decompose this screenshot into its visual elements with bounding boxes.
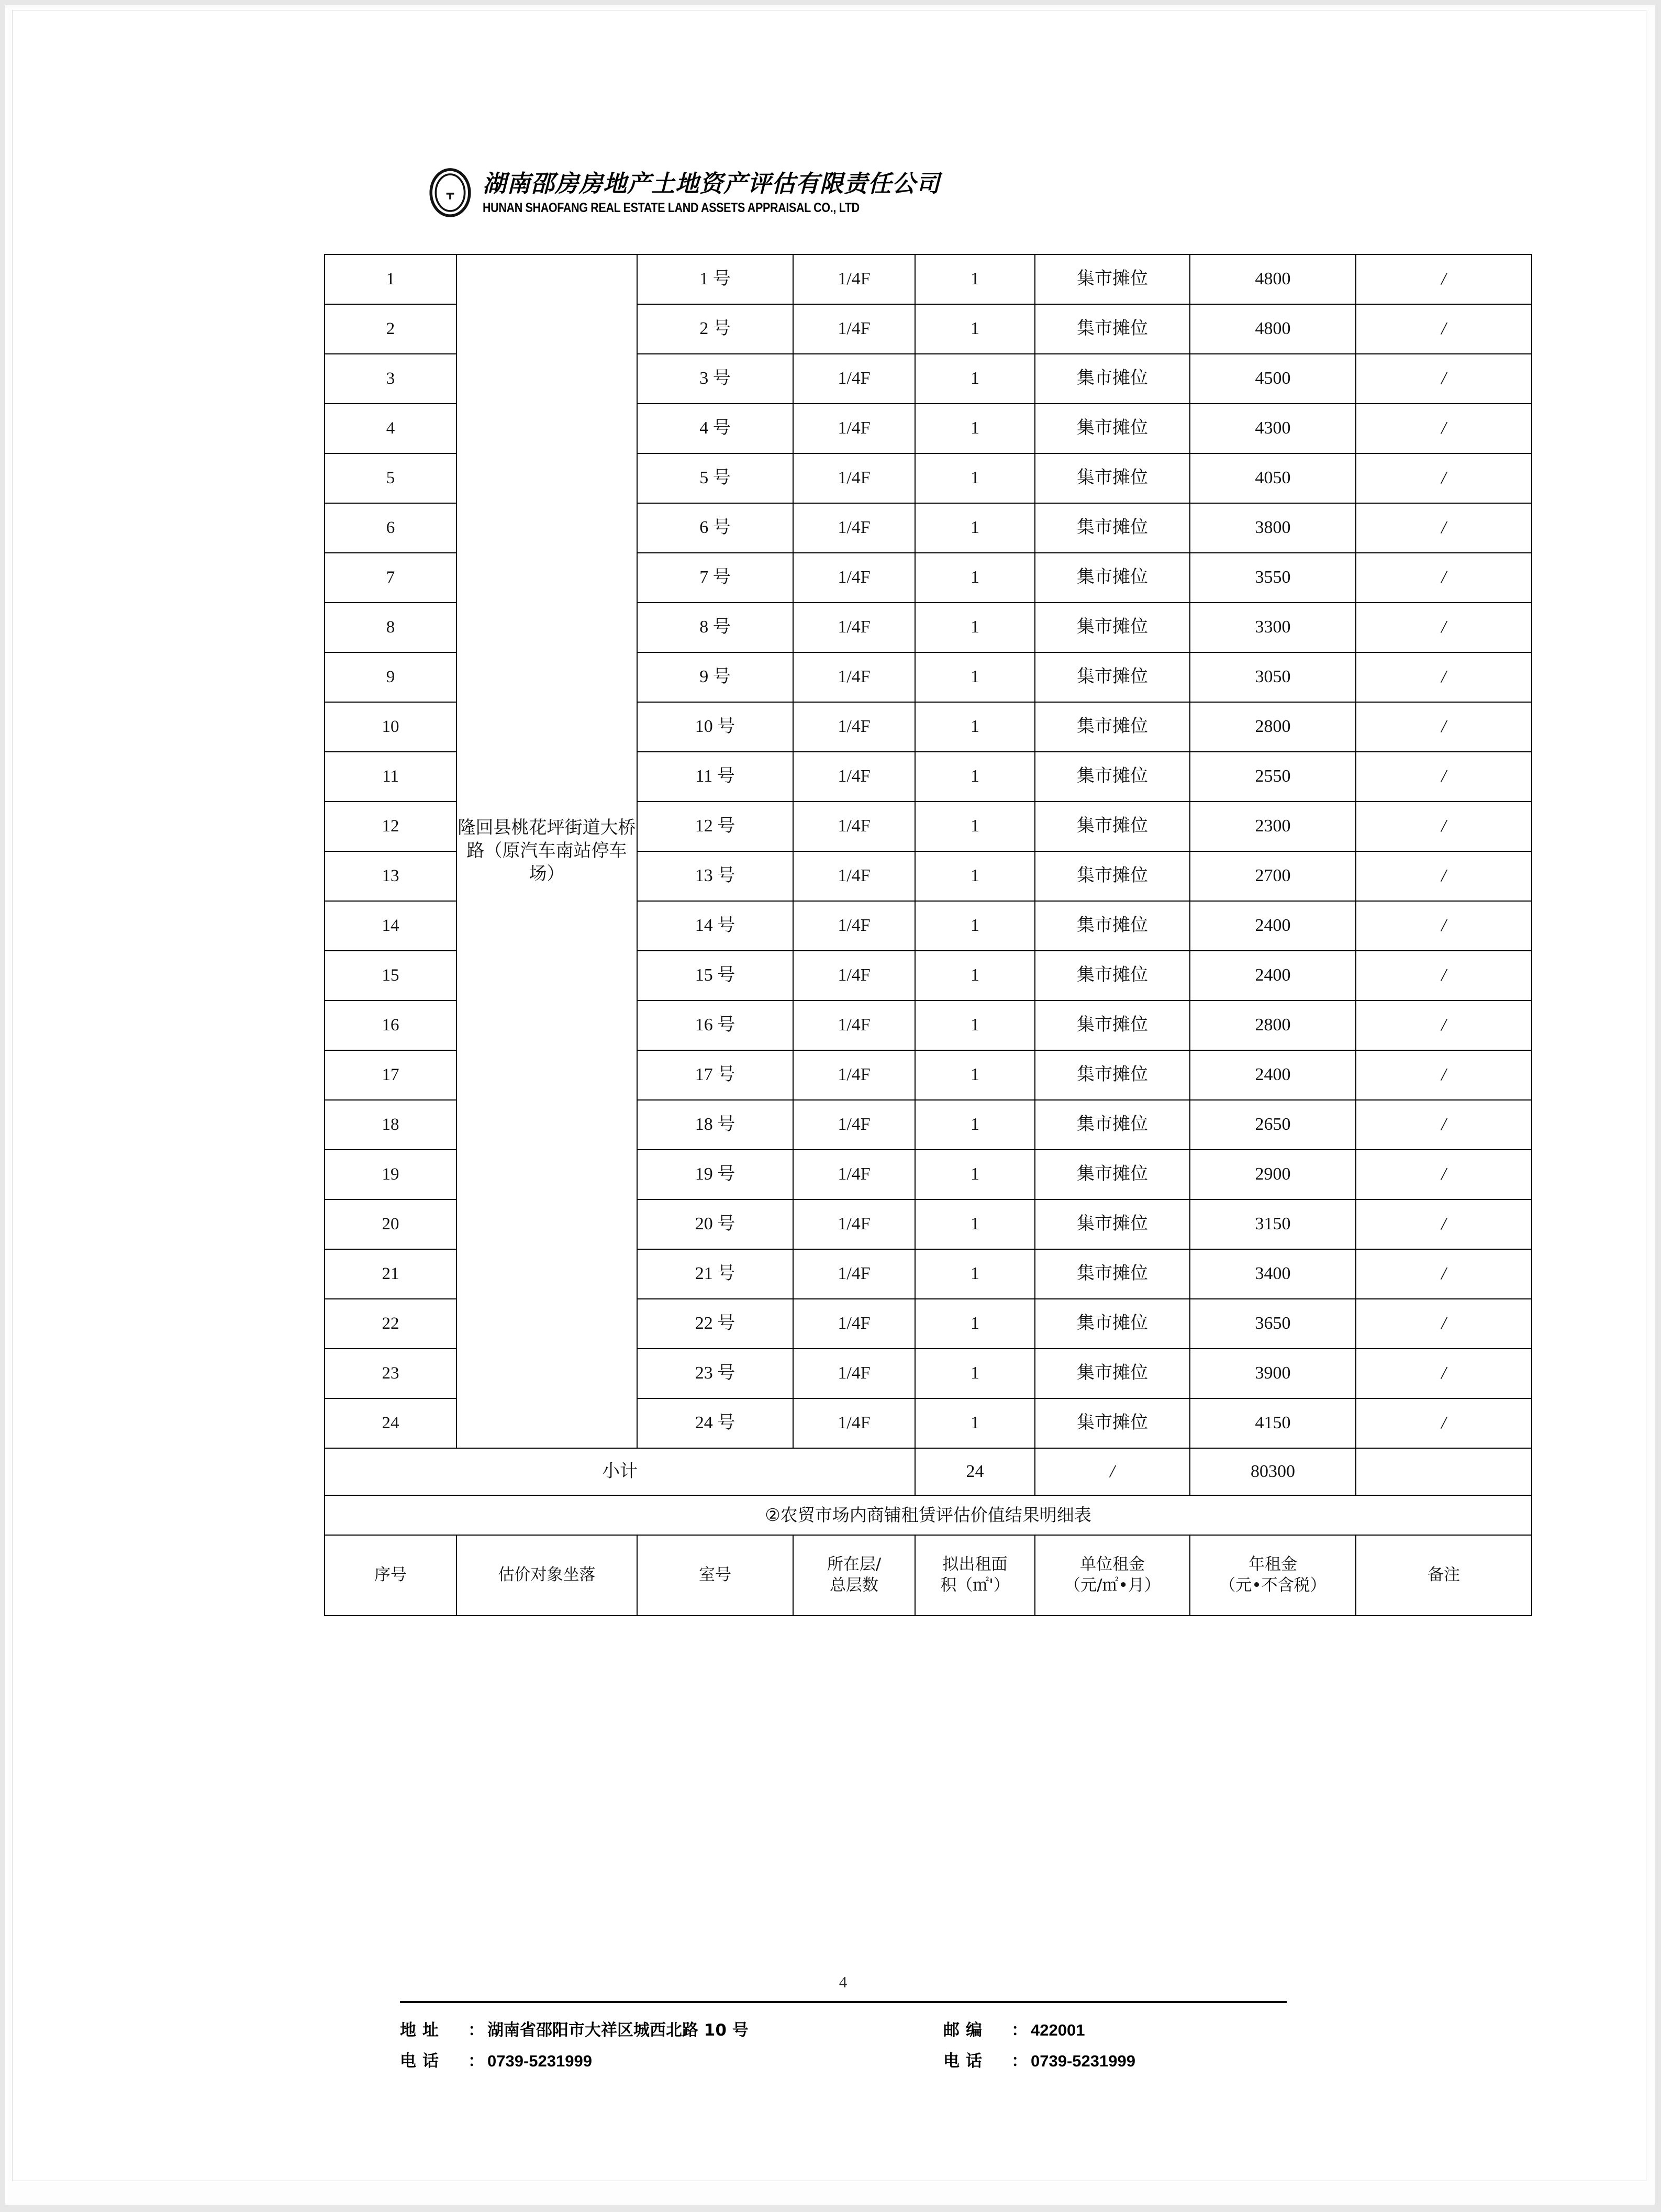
cell-annual-rent: 3150	[1190, 1199, 1356, 1249]
cell-annual-rent: 2800	[1190, 702, 1356, 752]
cell-annual-rent: 2900	[1190, 1150, 1356, 1199]
header-floor-line1: 所在层/	[827, 1555, 882, 1574]
scan-edge-bottom	[0, 2205, 1661, 2212]
cell-floor: 1/4F	[793, 1150, 915, 1199]
cell-unit-rent: 集市摊位	[1035, 1050, 1190, 1100]
cell-note: /	[1356, 702, 1532, 752]
cell-floor: 1/4F	[793, 553, 915, 603]
cell-unit-rent: 集市摊位	[1035, 901, 1190, 951]
cell-note: /	[1356, 1199, 1532, 1249]
cell-area: 1	[915, 1150, 1035, 1199]
cell-note: /	[1356, 404, 1532, 453]
cell-seq: 11	[325, 752, 456, 802]
cell-room: 18 号	[637, 1100, 793, 1150]
footer	[400, 2009, 1290, 2071]
section-title-row	[325, 1495, 1532, 1535]
cell-note: /	[1356, 304, 1532, 354]
cell-seq: 16	[325, 1001, 456, 1050]
cell-location-merged: 隆回县桃花坪街道大桥路（原汽车南站停车场）	[456, 254, 637, 1448]
cell-area: 1	[915, 254, 1035, 304]
cell-unit-rent: 集市摊位	[1035, 603, 1190, 652]
company-seal-icon	[426, 168, 474, 218]
cell-unit-rent: 集市摊位	[1035, 1299, 1190, 1349]
header-annual-line1: 年租金	[1248, 1555, 1297, 1574]
cell-floor: 1/4F	[793, 404, 915, 453]
cell-annual-rent: 3550	[1190, 553, 1356, 603]
cell-area: 1	[915, 1199, 1035, 1249]
cell-room: 19 号	[637, 1150, 793, 1199]
header-unit-line2: （元/㎡•月）	[1064, 1576, 1161, 1595]
cell-seq: 2	[325, 304, 456, 354]
cell-unit-rent: 集市摊位	[1035, 503, 1190, 553]
cell-seq: 5	[325, 453, 456, 503]
header-location: 估价对象坐落	[456, 1535, 637, 1616]
page-number: 4	[839, 1973, 848, 1991]
cell-floor: 1/4F	[793, 752, 915, 802]
cell-note: /	[1356, 652, 1532, 702]
cell-floor: 1/4F	[793, 503, 915, 553]
cell-unit-rent: 集市摊位	[1035, 354, 1190, 404]
column-header-row	[325, 1535, 1532, 1616]
cell-seq: 19	[325, 1150, 456, 1199]
section-title: ②农贸市场内商铺租赁评估价值结果明细表	[325, 1495, 1532, 1535]
cell-floor: 1/4F	[793, 304, 915, 354]
subtotal-note	[1356, 1448, 1532, 1495]
company-name-cn: 湖南邵房房地产土地资产评估有限责任公司	[483, 169, 941, 197]
footer-address-colon: ：	[468, 2021, 484, 2040]
cell-note: /	[1356, 1150, 1532, 1199]
cell-note: /	[1356, 1001, 1532, 1050]
cell-note: /	[1356, 1299, 1532, 1349]
footer-postcode-block	[943, 2017, 1085, 2040]
cell-area: 1	[915, 1100, 1035, 1150]
footer-address-label: 地址	[400, 2021, 445, 2040]
cell-seq: 9	[325, 652, 456, 702]
cell-area: 1	[915, 1249, 1035, 1299]
cell-annual-rent: 3050	[1190, 652, 1356, 702]
cell-area: 1	[915, 453, 1035, 503]
header-area	[915, 1535, 1035, 1616]
cell-note: /	[1356, 951, 1532, 1001]
cell-area: 1	[915, 702, 1035, 752]
cell-unit-rent: 集市摊位	[1035, 1199, 1190, 1249]
cell-room: 11 号	[637, 752, 793, 802]
scan-edge-left	[0, 0, 5, 2212]
header-area-line1: 拟出租面	[942, 1555, 1008, 1574]
cell-room: 4 号	[637, 404, 793, 453]
cell-unit-rent: 集市摊位	[1035, 951, 1190, 1001]
cell-seq: 24	[325, 1398, 456, 1448]
cell-room: 12 号	[637, 802, 793, 851]
cell-room: 14 号	[637, 901, 793, 951]
footer-divider	[400, 2001, 1287, 2003]
cell-room: 24 号	[637, 1398, 793, 1448]
cell-note: /	[1356, 453, 1532, 503]
cell-seq: 7	[325, 553, 456, 603]
cell-unit-rent: 集市摊位	[1035, 802, 1190, 851]
cell-annual-rent: 2550	[1190, 752, 1356, 802]
cell-area: 1	[915, 802, 1035, 851]
cell-seq: 12	[325, 802, 456, 851]
cell-note: /	[1356, 553, 1532, 603]
cell-room: 5 号	[637, 453, 793, 503]
scan-edge-top	[0, 0, 1661, 5]
cell-floor: 1/4F	[793, 1001, 915, 1050]
cell-unit-rent: 集市摊位	[1035, 652, 1190, 702]
header-floor-line2: 总层数	[830, 1576, 878, 1595]
cell-annual-rent: 3900	[1190, 1349, 1356, 1398]
cell-area: 1	[915, 304, 1035, 354]
cell-seq: 23	[325, 1349, 456, 1398]
header-room: 室号	[637, 1535, 793, 1616]
footer-address-value: 湖南省邵阳市大祥区城西北路 10 号	[487, 2021, 749, 2040]
cell-area: 1	[915, 1349, 1035, 1398]
subtotal-unit-rent: /	[1035, 1448, 1190, 1495]
cell-floor: 1/4F	[793, 652, 915, 702]
header-seq: 序号	[325, 1535, 456, 1616]
cell-floor: 1/4F	[793, 453, 915, 503]
cell-area: 1	[915, 752, 1035, 802]
cell-room: 3 号	[637, 354, 793, 404]
footer-phone-label-right: 电话	[943, 2052, 988, 2071]
cell-area: 1	[915, 1001, 1035, 1050]
cell-annual-rent: 4050	[1190, 453, 1356, 503]
cell-note: /	[1356, 254, 1532, 304]
cell-unit-rent: 集市摊位	[1035, 553, 1190, 603]
cell-annual-rent: 2400	[1190, 951, 1356, 1001]
cell-annual-rent: 2650	[1190, 1100, 1356, 1150]
cell-floor: 1/4F	[793, 254, 915, 304]
table-row	[325, 254, 1532, 304]
cell-floor: 1/4F	[793, 1398, 915, 1448]
cell-annual-rent: 2800	[1190, 1001, 1356, 1050]
cell-note: /	[1356, 1050, 1532, 1100]
document-sheet	[13, 10, 1646, 2181]
cell-unit-rent: 集市摊位	[1035, 1001, 1190, 1050]
footer-postcode-value: 422001	[1031, 2021, 1085, 2039]
cell-floor: 1/4F	[793, 1199, 915, 1249]
cell-seq: 15	[325, 951, 456, 1001]
cell-note: /	[1356, 901, 1532, 951]
cell-annual-rent: 3800	[1190, 503, 1356, 553]
letterhead-text	[483, 170, 940, 216]
cell-area: 1	[915, 652, 1035, 702]
letterhead	[426, 168, 940, 218]
cell-annual-rent: 2400	[1190, 901, 1356, 951]
cell-room: 17 号	[637, 1050, 793, 1100]
cell-unit-rent: 集市摊位	[1035, 1398, 1190, 1448]
cell-note: /	[1356, 354, 1532, 404]
cell-floor: 1/4F	[793, 1100, 915, 1150]
cell-seq: 21	[325, 1249, 456, 1299]
cell-annual-rent: 4800	[1190, 254, 1356, 304]
cell-floor: 1/4F	[793, 901, 915, 951]
cell-unit-rent: 集市摊位	[1035, 304, 1190, 354]
cell-room: 6 号	[637, 503, 793, 553]
footer-phone-value-right: 0739-5231999	[1031, 2052, 1135, 2070]
cell-note: /	[1356, 503, 1532, 553]
cell-room: 20 号	[637, 1199, 793, 1249]
cell-floor: 1/4F	[793, 1299, 915, 1349]
cell-floor: 1/4F	[793, 802, 915, 851]
cell-room: 1 号	[637, 254, 793, 304]
cell-seq: 18	[325, 1100, 456, 1150]
cell-unit-rent: 集市摊位	[1035, 404, 1190, 453]
footer-row-phone	[400, 2048, 1290, 2071]
cell-seq: 3	[325, 354, 456, 404]
cell-seq: 4	[325, 404, 456, 453]
cell-unit-rent: 集市摊位	[1035, 1349, 1190, 1398]
cell-area: 1	[915, 404, 1035, 453]
subtotal-annual-rent: 80300	[1190, 1448, 1356, 1495]
cell-annual-rent: 3400	[1190, 1249, 1356, 1299]
cell-annual-rent: 3300	[1190, 603, 1356, 652]
footer-phone-block-right	[943, 2048, 1135, 2071]
cell-area: 1	[915, 901, 1035, 951]
subtotal-label: 小计	[325, 1448, 915, 1495]
header-floor	[793, 1535, 915, 1616]
cell-annual-rent: 2300	[1190, 802, 1356, 851]
footer-phone-value-left: 0739-5231999	[487, 2052, 592, 2070]
cell-seq: 22	[325, 1299, 456, 1349]
cell-area: 1	[915, 1299, 1035, 1349]
header-annual-line2: （元•不含税）	[1219, 1576, 1326, 1595]
header-note: 备注	[1356, 1535, 1532, 1616]
cell-area: 1	[915, 1050, 1035, 1100]
cell-room: 8 号	[637, 603, 793, 652]
cell-area: 1	[915, 951, 1035, 1001]
cell-room: 16 号	[637, 1001, 793, 1050]
cell-unit-rent: 集市摊位	[1035, 453, 1190, 503]
scan-edge-right	[1655, 0, 1661, 2212]
cell-annual-rent: 4800	[1190, 304, 1356, 354]
cell-annual-rent: 4150	[1190, 1398, 1356, 1448]
cell-note: /	[1356, 752, 1532, 802]
cell-room: 23 号	[637, 1349, 793, 1398]
cell-room: 7 号	[637, 553, 793, 603]
cell-room: 22 号	[637, 1299, 793, 1349]
cell-annual-rent: 2700	[1190, 851, 1356, 901]
cell-floor: 1/4F	[793, 354, 915, 404]
cell-room: 10 号	[637, 702, 793, 752]
cell-area: 1	[915, 603, 1035, 652]
cell-seq: 6	[325, 503, 456, 553]
cell-seq: 1	[325, 254, 456, 304]
cell-note: /	[1356, 802, 1532, 851]
cell-unit-rent: 集市摊位	[1035, 1100, 1190, 1150]
cell-note: /	[1356, 1398, 1532, 1448]
cell-floor: 1/4F	[793, 1349, 915, 1398]
cell-area: 1	[915, 503, 1035, 553]
cell-seq: 17	[325, 1050, 456, 1100]
header-unit-rent	[1035, 1535, 1190, 1616]
cell-floor: 1/4F	[793, 1249, 915, 1299]
cell-note: /	[1356, 1349, 1532, 1398]
footer-phone-colon-right: ：	[1011, 2052, 1028, 2071]
cell-annual-rent: 4300	[1190, 404, 1356, 453]
cell-floor: 1/4F	[793, 951, 915, 1001]
cell-seq: 10	[325, 702, 456, 752]
footer-address-block	[400, 2017, 943, 2040]
cell-annual-rent: 4500	[1190, 354, 1356, 404]
cell-seq: 14	[325, 901, 456, 951]
cell-note: /	[1356, 851, 1532, 901]
cell-seq: 20	[325, 1199, 456, 1249]
footer-row-address	[400, 2017, 1290, 2040]
cell-room: 9 号	[637, 652, 793, 702]
subtotal-area: 24	[915, 1448, 1035, 1495]
appraisal-detail-table	[324, 254, 1532, 1616]
cell-floor: 1/4F	[793, 851, 915, 901]
header-unit-line1: 单位租金	[1080, 1555, 1145, 1574]
subtotal-row	[325, 1448, 1532, 1495]
footer-phone-block-left	[400, 2048, 943, 2071]
cell-unit-rent: 集市摊位	[1035, 851, 1190, 901]
cell-seq: 8	[325, 603, 456, 652]
cell-annual-rent: 2400	[1190, 1050, 1356, 1100]
footer-phone-label-left: 电话	[400, 2052, 445, 2071]
cell-area: 1	[915, 354, 1035, 404]
cell-note: /	[1356, 1100, 1532, 1150]
table-body	[325, 254, 1532, 1616]
cell-note: /	[1356, 1249, 1532, 1299]
cell-unit-rent: 集市摊位	[1035, 254, 1190, 304]
footer-postcode-colon: ：	[1011, 2021, 1028, 2040]
header-area-line2: 积（㎡'）	[940, 1576, 1010, 1595]
company-name-en: HUNAN SHAOFANG REAL ESTATE LAND ASSETS APPRAISAL CO., LTD	[483, 201, 860, 216]
cell-floor: 1/4F	[793, 1050, 915, 1100]
header-annual-rent	[1190, 1535, 1356, 1616]
cell-unit-rent: 集市摊位	[1035, 1249, 1190, 1299]
cell-annual-rent: 3650	[1190, 1299, 1356, 1349]
cell-floor: 1/4F	[793, 702, 915, 752]
cell-floor: 1/4F	[793, 603, 915, 652]
cell-room: 21 号	[637, 1249, 793, 1299]
cell-area: 1	[915, 851, 1035, 901]
cell-room: 15 号	[637, 951, 793, 1001]
cell-unit-rent: 集市摊位	[1035, 1150, 1190, 1199]
cell-unit-rent: 集市摊位	[1035, 752, 1190, 802]
cell-unit-rent: 集市摊位	[1035, 702, 1190, 752]
cell-room: 2 号	[637, 304, 793, 354]
cell-note: /	[1356, 603, 1532, 652]
cell-area: 1	[915, 1398, 1035, 1448]
footer-phone-colon-left: ：	[468, 2052, 484, 2071]
cell-room: 13 号	[637, 851, 793, 901]
cell-area: 1	[915, 553, 1035, 603]
footer-postcode-label: 邮编	[943, 2021, 988, 2040]
cell-seq: 13	[325, 851, 456, 901]
